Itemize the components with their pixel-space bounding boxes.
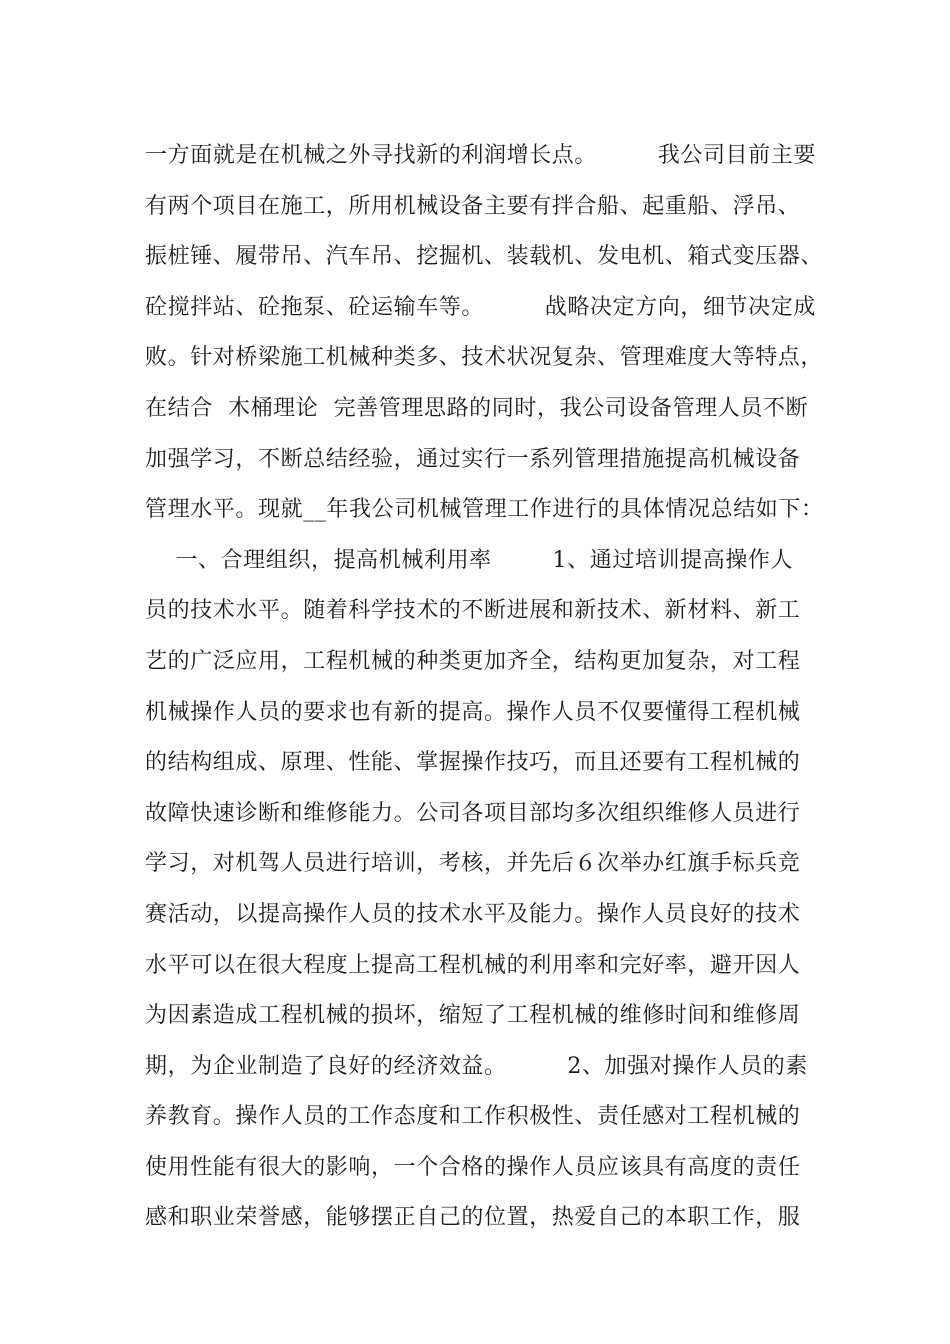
text-line-15: 学习，对机驾人员进行培训，考核，并先后６次举办红旗手标兵竞	[145, 851, 801, 877]
text-line-18: 为因素造成工程机械的损坏，缩短了工程机械的维修时间和维修周	[145, 1003, 801, 1029]
text-line-2: 有两个项目在施工，所用机械设备主要有拌合船、起重船、浮吊、	[145, 193, 801, 219]
text-line-1: 一方面就是在机械之外寻找新的利润增长点。 我公司目前主要	[145, 143, 816, 168]
text-line-6: 在结合 木桶理论 完善管理思路的同时，我公司设备管理人员不断	[145, 395, 809, 421]
text-line-12: 机械操作人员的要求也有新的提高。操作人员不仅要懂得工程机械	[145, 699, 801, 725]
text-line-17: 水平可以在很大程度上提高工程机械的利用率和完好率，避开因人	[145, 952, 801, 978]
text-line-8: 管理水平。现就__年我公司机械管理工作进行的具体情况总结如下：	[145, 497, 824, 523]
text-line-9: 一、合理组织，提高机械利用率 1、通过培训提高操作人	[145, 547, 794, 573]
text-line-4: 砼搅拌站、砼拖泵、砼运输车等。 战略决定方向，细节决定成	[145, 294, 816, 320]
text-line-20: 养教育。操作人员的工作态度和工作积极性、责任感对工程机械的	[145, 1104, 801, 1130]
text-line-11: 艺的广泛应用，工程机械的种类更加齐全，结构更加复杂，对工程	[145, 648, 801, 674]
text-line-13: 的结构组成、原理、性能、掌握操作技巧，而且还要有工程机械的	[145, 750, 801, 776]
text-line-10: 员的技术水平。随着科学技术的不断进展和新技术、新材料、新工	[145, 598, 801, 624]
text-line-3: 振桩锤、履带吊、汽车吊、挖掘机、装载机、发电机、箱式变压器、	[145, 244, 824, 270]
text-line-14: 故障快速诊断和维修能力。公司各项目部均多次组织维修人员进行	[145, 800, 801, 826]
text-line-19: 期，为企业制造了良好的经济效益。 2、加强对操作人员的素	[145, 1053, 808, 1079]
text-line-7: 加强学习，不断总结经验，通过实行一系列管理措施提高机械设备	[145, 446, 801, 472]
text-line-5: 败。针对桥梁施工机械种类多、技术状况复杂、管理难度大等特点，	[145, 345, 824, 371]
body-text	[145, 131, 835, 1244]
text-line-22: 感和职业荣誉感，能够摆正自己的位置，热爱自己的本职工作，服	[145, 1205, 801, 1231]
text-line-21: 使用性能有很大的影响，一个合格的操作人员应该具有高度的责任	[145, 1154, 801, 1180]
text-line-16: 赛活动，以提高操作人员的技术水平及能力。操作人员良好的技术	[145, 901, 801, 927]
